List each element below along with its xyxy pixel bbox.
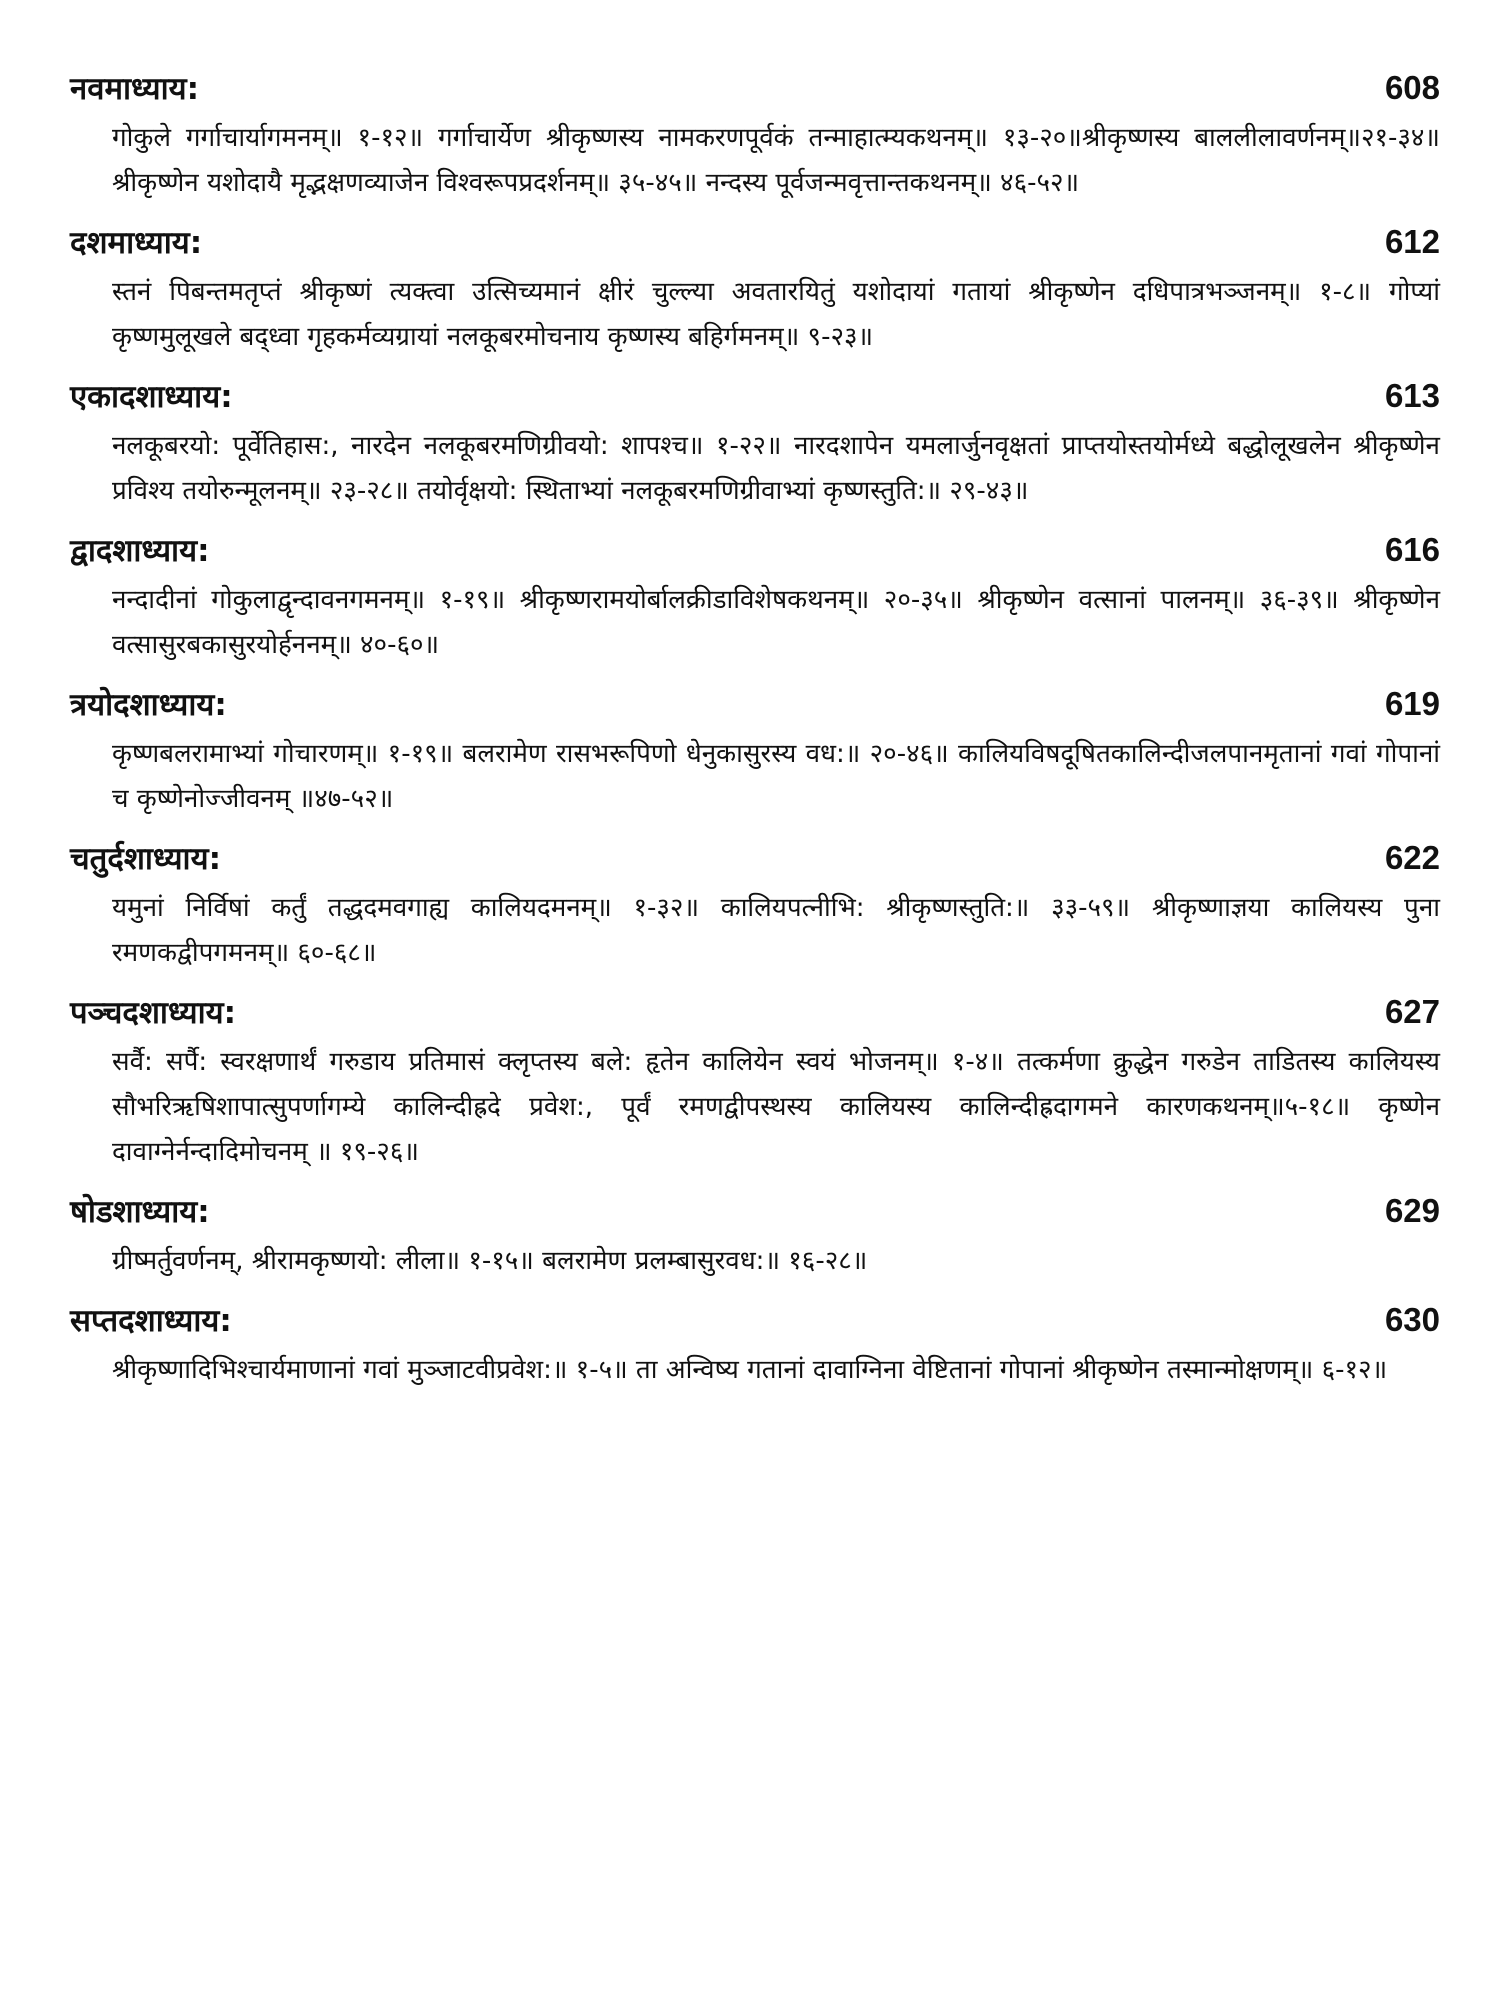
chapter-title: त्रयोदशाध्याय: bbox=[70, 687, 227, 723]
chapter-title: सप्तदशाध्याय: bbox=[70, 1303, 232, 1339]
chapter-section bbox=[70, 368, 1440, 514]
table-of-contents bbox=[70, 60, 1440, 1401]
chapter-heading bbox=[70, 830, 1440, 886]
chapter-title: नवमाध्याय: bbox=[70, 71, 200, 107]
chapter-title: षोडशाध्याय: bbox=[70, 1194, 210, 1230]
chapter-section bbox=[70, 522, 1440, 668]
chapter-heading bbox=[70, 60, 1440, 116]
page-number: 619 bbox=[1384, 685, 1440, 722]
chapter-section bbox=[70, 60, 1440, 206]
chapter-title: एकादशाध्याय: bbox=[70, 379, 233, 415]
chapter-summary: गोकुले गर्गाचार्यागमनम्॥ १-१२॥ गर्गाचार्येण श्रीकृष्णस्य नामकरणपूर्वकं तन्माहात्म्यकथनम्॥ १३-२०॥श्रीकृष्णस्य बाललीलावर्णनम्॥२१-३४॥श्रीकृष्णेन यशोदायै मृद्भक्षणव्याजेन विश्वरूपप्रदर्शनम्॥ ३५-४५॥ नन्दस्य पूर्वजन्मवृत्तान्तकथनम्॥ ४६-५२॥ bbox=[112, 123, 1440, 198]
page-number: 629 bbox=[1384, 1192, 1440, 1229]
chapter-heading bbox=[70, 368, 1440, 424]
chapter-summary: कृष्णबलरामाभ्यां गोचारणम्॥ १-१९॥ बलरामेण रासभरूपिणो धेनुकासुरस्य वध:॥ २०-४६॥ कालियविषदूषितकालिन्दीजलपानमृतानां गवां गोपानां च कृष्णेनोज्जीवनम् ॥४७-५२॥ bbox=[112, 739, 1440, 814]
chapter-title: दशमाध्याय: bbox=[70, 225, 203, 261]
chapter-summary: श्रीकृष्णादिभिश्चार्यमाणानां गवां मुञ्जाटवीप्रवेश:॥ १-५॥ ता अन्विष्य गतानां दावाग्निना वेष्टितानां गोपानां श्रीकृष्णेन तस्मान्मोक्षणम्॥ ६-१२॥ bbox=[112, 1355, 1388, 1385]
chapter-summary: ग्रीष्मर्तुवर्णनम्, श्रीरामकृष्णयो: लीला॥ १-१५॥ बलरामेण प्रलम्बासुरवध:॥ १६-२८॥ bbox=[112, 1246, 868, 1276]
chapter-summary: सर्वै: सर्पै: स्वरक्षणार्थं गरुडाय प्रतिमासं क्लृप्तस्य बले: हृतेन कालियेन स्वयं भोजनम्॥ १-४॥ तत्कर्मणा क्रुद्धेन गरुडेन ताडितस्य कालियस्य सौभरिऋषिशापात्सुपर्णागम्ये कालिन्दीह्रदे प्रवेश:, पूर्वं रमणद्वीपस्थस्य कालियस्य कालिन्दीह्रदागमने कारणकथनम्॥५-१८॥ कृष्णेन दावाग्नेर्नन्दादिमोचनम् ॥ १९-२६॥ bbox=[112, 1047, 1440, 1167]
page-number: 612 bbox=[1384, 223, 1440, 260]
chapter-summary: यमुनां निर्विषां कर्तुं तद्धदमवगाह्य कालियदमनम्॥ १-३२॥ कालियपत्नीभि: श्रीकृष्णस्तुति:॥ ३३-५९॥ श्रीकृष्णाज्ञया कालियस्य पुना रमणकद्वीपगमनम्॥ ६०-६८॥ bbox=[112, 893, 1440, 968]
page-number: 630 bbox=[1384, 1301, 1440, 1338]
chapter-heading bbox=[70, 214, 1440, 270]
page-number: 622 bbox=[1384, 839, 1440, 876]
chapter-section bbox=[70, 214, 1440, 360]
chapter-heading bbox=[70, 984, 1440, 1040]
chapter-summary: नन्दादीनां गोकुलाद्वृन्दावनगमनम्॥ १-१९॥ श्रीकृष्णरामयोर्बालक्रीडाविशेषकथनम्॥ २०-३५॥ श्रीकृष्णेन वत्सानां पालनम्॥ ३६-३९॥ श्रीकृष्णेन वत्सासुरबकासुरयोर्हननम्॥ ४०-६०॥ bbox=[112, 585, 1440, 660]
chapter-heading bbox=[70, 522, 1440, 578]
chapter-section bbox=[70, 830, 1440, 976]
chapter-section bbox=[70, 1183, 1440, 1284]
chapter-title: चतुर्दशाध्याय: bbox=[70, 841, 221, 877]
chapter-section bbox=[70, 1292, 1440, 1393]
page-number: 608 bbox=[1384, 69, 1440, 106]
chapter-title: पञ्चदशाध्याय: bbox=[70, 995, 237, 1031]
chapter-section bbox=[70, 676, 1440, 822]
page-number: 627 bbox=[1384, 993, 1440, 1030]
page-number: 613 bbox=[1384, 377, 1440, 414]
chapter-summary: स्तनं पिबन्तमतृप्तं श्रीकृष्णं त्यक्त्वा उत्सिच्यमानं क्षीरं चुल्ल्या अवतारयितुं यशोदायां गतायां श्रीकृष्णेन दधिपात्रभञ्जनम्॥ १-८॥ गोप्यां कृष्णमुलूखले बद्ध्वा गृहकर्मव्यग्रायां नलकूबरमोचनाय कृष्णस्य बहिर्गमनम्॥ ९-२३॥ bbox=[112, 277, 1440, 352]
chapter-heading bbox=[70, 1292, 1440, 1348]
chapter-summary: नलकूबरयो: पूर्वेतिहास:, नारदेन नलकूबरमणिग्रीवयो: शापश्च॥ १-२२॥ नारदशापेन यमलार्जुनवृक्षतां प्राप्तयोस्तयोर्मध्ये बद्धोलूखलेन श्रीकृष्णेन प्रविश्य तयोरुन्मूलनम्॥ २३-२८॥ तयोर्वृक्षयो: स्थिताभ्यां नलकूबरमणिग्रीवाभ्यां कृष्णस्तुति:॥ २९-४३॥ bbox=[112, 431, 1440, 506]
chapter-section bbox=[70, 984, 1440, 1175]
chapter-heading bbox=[70, 1183, 1440, 1239]
chapter-heading bbox=[70, 676, 1440, 732]
chapter-title: द्वादशाध्याय: bbox=[70, 533, 210, 569]
page-number: 616 bbox=[1384, 531, 1440, 568]
